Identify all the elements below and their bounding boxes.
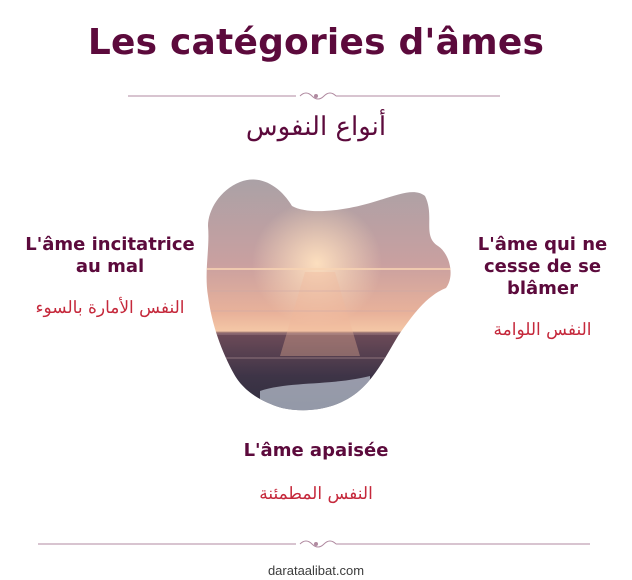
top-divider <box>0 86 632 106</box>
flourish-ornament-icon <box>300 541 336 547</box>
footer-website: darataalibat.com <box>267 563 365 578</box>
category-label-apaisee: L'âme apaisée <box>243 440 389 461</box>
category-label-incitatrice: L'âme incitatrice au mal <box>25 234 195 277</box>
category-arabic-apaisee: النفس المطمئنة <box>259 484 373 504</box>
category-arabic-blamer: النفس اللوامة <box>493 320 592 340</box>
sunset-image <box>200 176 460 426</box>
flourish-ornament-icon <box>300 93 336 99</box>
arabic-subtitle: أنواع النفوس <box>245 112 387 142</box>
category-label-blamer: L'âme qui ne cesse de se blâmer <box>477 234 608 299</box>
bottom-divider <box>0 534 632 554</box>
page-title: Les catégories d'âmes <box>87 22 545 63</box>
category-arabic-incitatrice: النفس الأمارة بالسوء <box>35 298 185 318</box>
